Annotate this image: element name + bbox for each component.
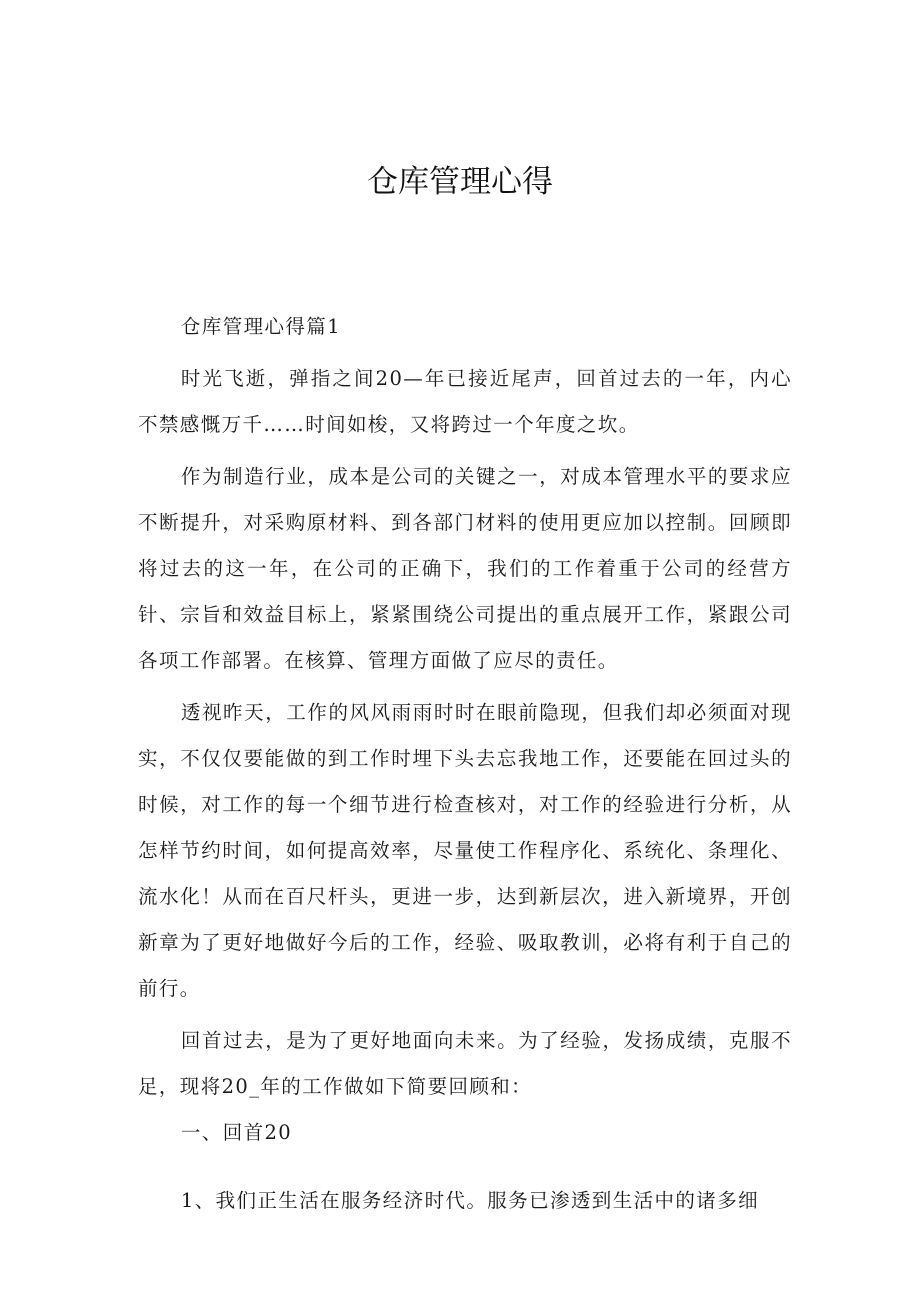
paragraph-1: 时光飞逝，弹指之间20—年已接近尾声，回首过去的一年，内心不禁感慨万千……时间如梭，又将跨过一个年度之坎。 bbox=[138, 367, 792, 436]
paragraph-3: 透视昨天，工作的风风雨雨时时在眼前隐现，但我们却必须面对现实，不仅仅要能做的到工作时埋下头去忘我地工作，还要能在回过头的时候，对工作的每一个细节进行检查核对，对工作的经验进行分析，从怎样节约时间，如何提高效率，尽量使工作程序化、系统化、条理化、流水化！从而在百尺杆头，更进一步，达到新层次，进入新境界，开创新章为了更好地做好今后的工作，经验、吸取教训，必将有利于自己的前行。 bbox=[138, 701, 792, 1000]
subheading: 一、回首20 bbox=[180, 1121, 293, 1144]
document-body bbox=[138, 304, 792, 1224]
document-title: 仓库管理心得 bbox=[367, 164, 553, 200]
list-item-1: 1、我们正生活在服务经济时代。服务已渗透到生活中的诸多细 bbox=[180, 1189, 759, 1212]
paragraph-2: 作为制造行业，成本是公司的关键之一，对成本管理水平的要求应不断提升，对采购原材料、到各部门材料的使用更应加以控制。回顾即将过去的这一年，在公司的正确下，我们的工作着重于公司的经营方针、宗旨和效益目标上，紧紧围绕公司提出的重点展开工作，紧跟公司各项工作部署。在核算、管理方面做了应尽的责任。 bbox=[138, 465, 792, 672]
paragraph-4: 回首过去，是为了更好地面向未来。为了经验，发扬成绩，克服不足，现将20_年的工作做如下简要回顾和： bbox=[138, 1029, 792, 1098]
section-heading: 仓库管理心得篇1 bbox=[180, 315, 341, 338]
